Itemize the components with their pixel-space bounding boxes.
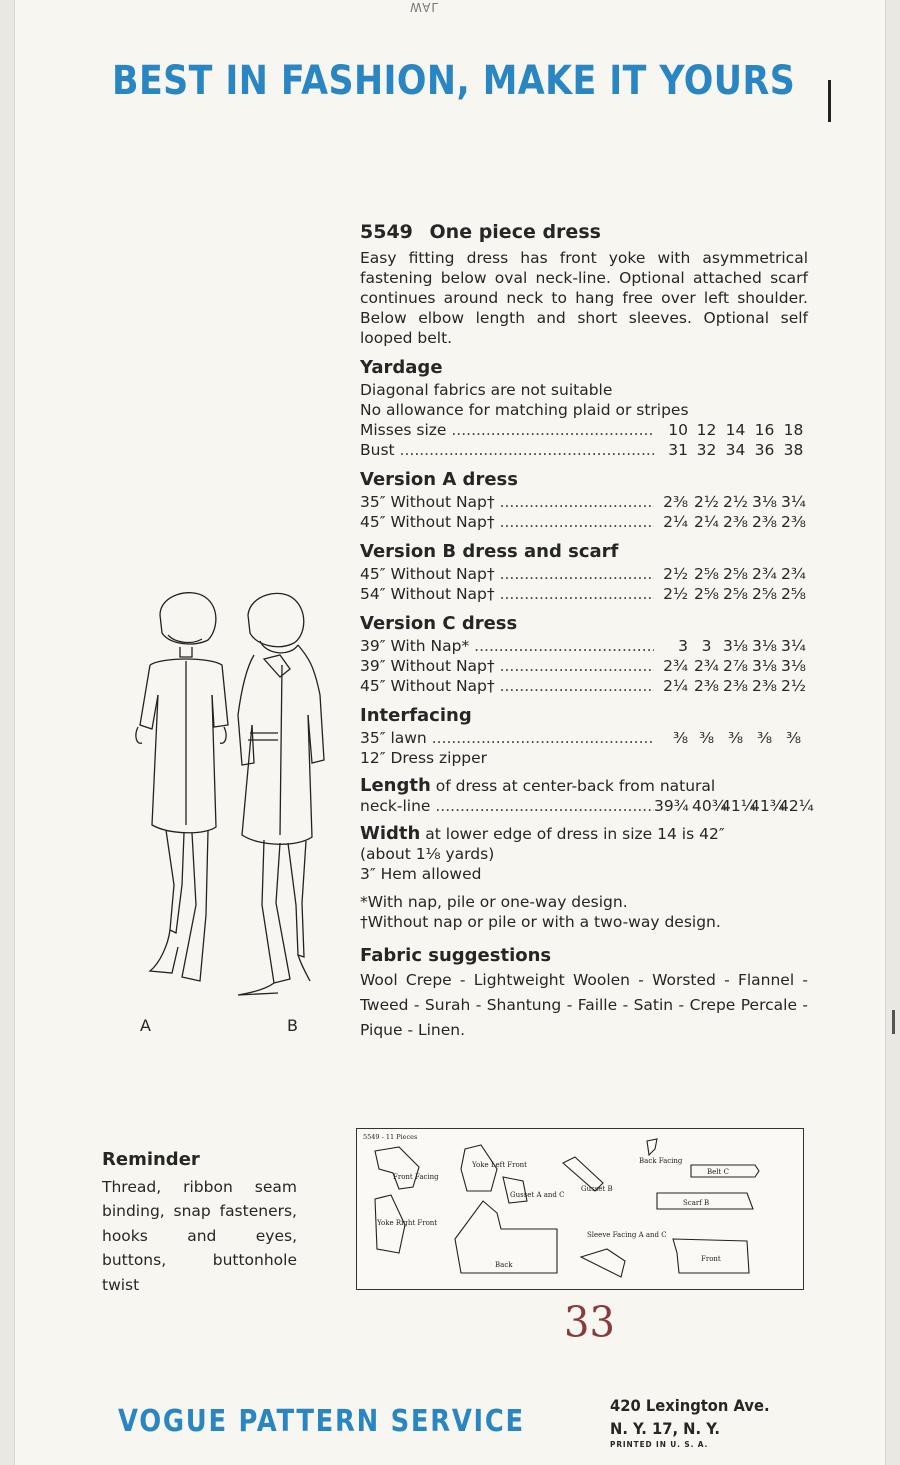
yardage-value: 2⅜ — [663, 493, 688, 511]
width-title: Width — [360, 823, 421, 844]
yardage-row-label: 54″ Without Nap† ..... — [360, 584, 654, 604]
bust-value: 36 — [754, 441, 775, 459]
yardage-note: Diagonal fabrics are not suitable — [360, 381, 613, 399]
yardage-value: 2¼ — [663, 513, 688, 531]
yardage-row — [360, 512, 808, 532]
version-title: Version B dress and scarf — [360, 541, 619, 562]
width-text2: (about 1⅛ yards) — [360, 845, 495, 863]
yardage-value: 2½ — [694, 493, 719, 511]
yardage-value: 2⅝ — [723, 585, 748, 603]
yardage-value: 2⅝ — [781, 585, 806, 603]
footnote: †Without nap or pile or with a two-way design. — [360, 913, 721, 931]
yardage-value: 2½ — [663, 565, 688, 583]
printed-in-usa: PRINTED IN U. S. A. — [610, 1440, 709, 1449]
yardage-value: 2⅝ — [723, 565, 748, 583]
yardage-row-label: 45″ Without Nap† ..... — [360, 676, 654, 696]
interfacing-value: ⅜ — [698, 729, 715, 747]
piece-label: Yoke Left Front — [472, 1161, 527, 1169]
yardage-value: 2¾ — [694, 657, 719, 675]
yardage-value: 3 — [701, 637, 712, 655]
piece-label: Front — [701, 1255, 721, 1263]
yardage-row-label: 39″ Without Nap† ..... — [360, 656, 654, 676]
piece-label: Gusset B — [581, 1185, 613, 1193]
length-value: 42¼ — [779, 797, 814, 815]
yardage-row — [360, 564, 808, 584]
size-value: 10 — [668, 421, 688, 439]
piece-label: Front Facing — [393, 1173, 439, 1181]
length-text: of dress at center-back from natural — [435, 777, 716, 795]
yardage-value: 2⅜ — [781, 513, 806, 531]
address-line: N. Y. 17, N. Y. — [610, 1419, 721, 1438]
length-value: 41¾ — [750, 797, 785, 815]
edge-mark — [892, 1010, 895, 1034]
bust-value: 34 — [725, 441, 746, 459]
yardage-row — [360, 656, 808, 676]
yardage-value: 2⅜ — [752, 513, 777, 531]
interfacing-value: ⅜ — [785, 729, 802, 747]
yardage-value: 2⅞ — [723, 657, 748, 675]
yardage-value: 2½ — [781, 677, 806, 695]
reminder-box — [102, 1148, 297, 1297]
interfacing-value: ⅜ — [756, 729, 773, 747]
yardage-value: 2⅜ — [694, 677, 719, 695]
figure-a-label: A — [140, 1016, 151, 1035]
yardage-title: Yardage — [360, 357, 443, 378]
piece-label: Yoke Right Front — [377, 1219, 438, 1227]
yardage-value: 3⅛ — [723, 637, 748, 655]
pieces-header: 5549 - 11 Pieces — [363, 1133, 418, 1141]
piece-labels — [376, 1157, 729, 1269]
length-value: 41¼ — [721, 797, 756, 815]
figure-b-illustration — [238, 593, 324, 995]
length-value: 40¾ — [692, 797, 727, 815]
piece-label: Belt C — [707, 1168, 729, 1176]
version-title: Version A dress — [360, 469, 518, 490]
bust-value: 32 — [696, 441, 717, 459]
address-line: 420 Lexington Ave. — [610, 1396, 770, 1415]
reminder-title: Reminder — [102, 1149, 200, 1170]
interfacing-value: ⅜ — [727, 729, 744, 747]
size-value: 12 — [696, 421, 717, 439]
pattern-number: 5549 — [360, 221, 413, 243]
pattern-description: Easy fitting dress has front yoke with asymmetrical fastening below oval neck-line. Optional attached scarf continues around neck to hang free over left shoulder. Below elbow length and short sleeves. Optional self looped belt. — [360, 249, 808, 347]
yardage-value: 2¾ — [781, 565, 806, 583]
handwritten-stamp-number: 33 — [564, 1298, 615, 1348]
length-value: 39¾ — [654, 797, 689, 815]
yardage-row-label: 45″ Without Nap† ..... — [360, 564, 654, 584]
yardage-value: 2⅜ — [723, 677, 748, 695]
size-value: 18 — [783, 421, 804, 439]
yardage-row — [360, 492, 808, 512]
piece-label: Sleeve Facing A and C — [587, 1231, 667, 1239]
pattern-details — [358, 221, 814, 1043]
yardage-value: 2⅝ — [752, 585, 777, 603]
interfacing-row — [360, 728, 808, 748]
yardage-value: 3⅛ — [752, 657, 777, 675]
yardage-value: 3⅛ — [752, 493, 777, 511]
length-line — [360, 776, 808, 796]
interfacing-label: 35″ lawn ..... — [360, 728, 654, 748]
yardage-row-label: 39″ With Nap* ..... — [360, 636, 654, 656]
yardage-row — [360, 636, 808, 656]
piece-label: Gusset A and C — [510, 1191, 565, 1199]
size-value: 14 — [725, 421, 746, 439]
pattern-title — [360, 222, 808, 242]
vogue-pattern-service: VOGUE PATTERN SERVICE — [118, 1404, 525, 1439]
width-text: at lower edge of dress in size 14 is 42″ — [425, 825, 725, 843]
yardage-value: 2⅝ — [694, 585, 719, 603]
piece-label: Back — [495, 1261, 513, 1269]
yardage-note: No allowance for matching plaid or stripes — [360, 401, 689, 419]
figure-b-label: B — [287, 1016, 298, 1035]
sizes-row — [360, 420, 808, 440]
reminder-text: Thread, ribbon seam binding, snap fasteners, hooks and eyes, buttons, buttonhole twist — [102, 1177, 297, 1294]
yardage-value: 2⅝ — [694, 565, 719, 583]
yardage-row-label: 45″ Without Nap† ..... — [360, 512, 654, 532]
versions — [358, 470, 808, 696]
top-bleed-text: WAL — [410, 0, 440, 14]
length-label: neck-line ..... — [360, 796, 654, 816]
interfacing-value: ⅜ — [672, 729, 688, 747]
yardage-value: 2½ — [663, 585, 688, 603]
yardage-row-label: 35″ Without Nap† ..... — [360, 492, 654, 512]
yardage-value: 2¼ — [694, 513, 719, 531]
interfacing-title: Interfacing — [360, 705, 472, 726]
yardage-value: 2¾ — [663, 657, 688, 675]
headline: BEST IN FASHION, MAKE IT YOURS — [112, 58, 796, 104]
piece-label: Scarf B — [683, 1199, 710, 1207]
piece-sleeve-facing — [581, 1249, 625, 1277]
size-value: 16 — [754, 421, 775, 439]
fabric-text: Wool Crepe - Lightweight Woolen - Worsted - Flannel - Tweed - Surah - Shantung - Faille - Satin - Crepe Percale - Pique - Linen. — [360, 971, 808, 1039]
bust-label: Bust ..... — [360, 440, 654, 460]
length-title: Length — [360, 775, 431, 796]
pattern-pieces-diagram — [356, 1128, 804, 1290]
version-title: Version C dress — [360, 613, 518, 634]
edge-mark — [828, 80, 831, 122]
hem-note: 3″ Hem allowed — [360, 865, 482, 883]
address-block — [610, 1394, 770, 1450]
yardage-row — [360, 676, 808, 696]
fabric-title: Fabric suggestions — [360, 945, 552, 966]
piece-front-facing — [375, 1147, 419, 1189]
yardage-value: 2½ — [723, 493, 748, 511]
piece-gusset-a-c — [503, 1177, 527, 1203]
yardage-value: 3¼ — [781, 493, 806, 511]
pattern-name: One piece dress — [429, 221, 601, 243]
bust-value: 31 — [668, 441, 688, 459]
yardage-value: 2¼ — [663, 677, 688, 695]
yardage-value: 2⅜ — [752, 677, 777, 695]
sizes-label: Misses size ..... — [360, 420, 654, 440]
yardage-value: 3¼ — [781, 637, 806, 655]
yardage-value: 3 — [678, 637, 688, 655]
dress-back-view-illustration — [130, 585, 340, 1005]
yardage-value: 3⅛ — [752, 637, 777, 655]
yardage-value: 3⅛ — [781, 657, 806, 675]
width-line — [360, 824, 808, 844]
yardage-value: 2⅜ — [723, 513, 748, 531]
bust-value: 38 — [783, 441, 804, 459]
piece-label: Back Facing — [639, 1157, 683, 1165]
footnote: *With nap, pile or one-way design. — [360, 893, 628, 911]
yardage-value: 2¾ — [752, 565, 777, 583]
length-row — [360, 796, 814, 816]
figure-a-illustration — [136, 593, 228, 981]
piece-back-facing — [647, 1139, 657, 1155]
yardage-row — [360, 584, 808, 604]
bust-row — [360, 440, 808, 460]
zipper-note: 12″ Dress zipper — [360, 749, 488, 767]
